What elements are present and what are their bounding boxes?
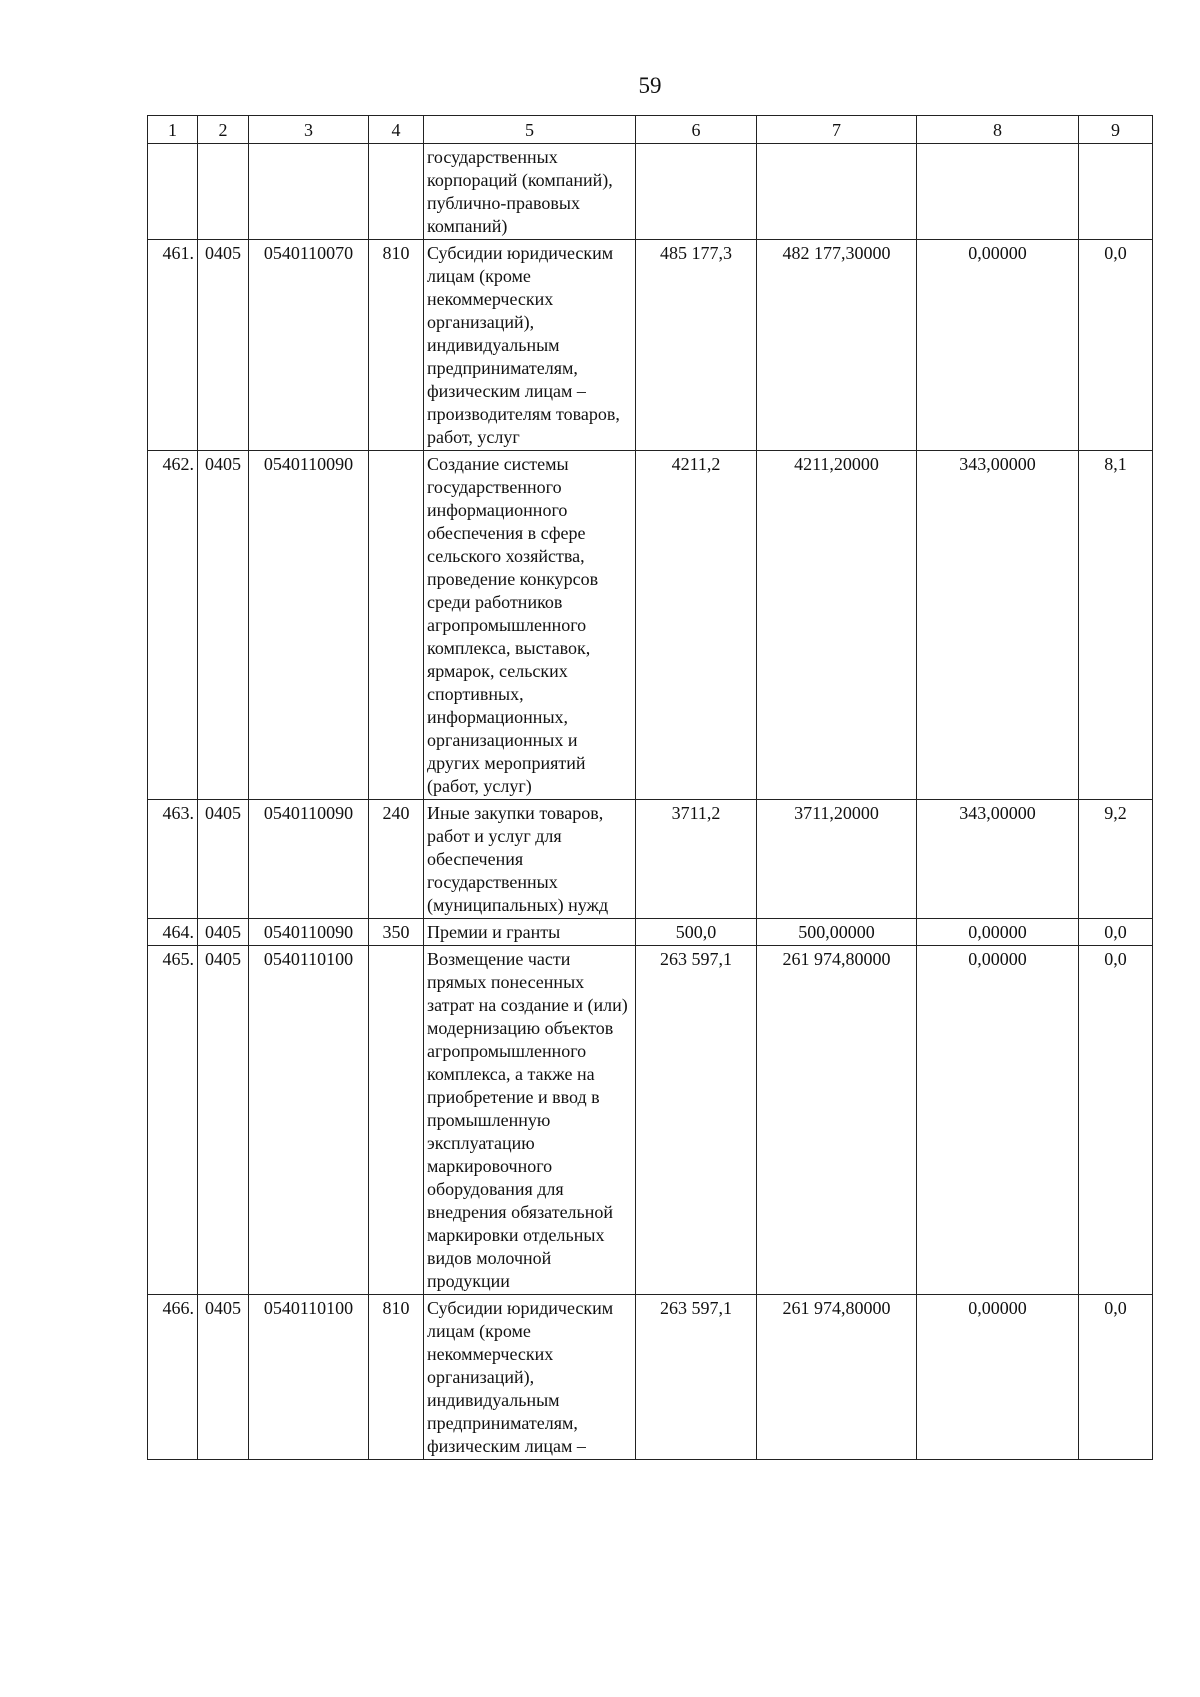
value-col9: 0,0 [1079,1295,1153,1460]
value-col8 [917,144,1079,240]
item-name: государственных корпораций (компаний), публично-правовых компаний) [424,144,636,240]
expense-type-code: 240 [369,800,424,919]
value-col9: 0,0 [1079,919,1153,946]
section-code: 0405 [198,1295,249,1460]
column-header-1: 1 [148,116,198,144]
value-col7: 261 974,80000 [757,946,917,1295]
value-col8: 0,00000 [917,946,1079,1295]
value-col8: 343,00000 [917,451,1079,800]
budget-table [147,115,1153,1460]
item-name: Премии и гранты [424,919,636,946]
target-code: 0540110100 [249,1295,369,1460]
value-col6: 263 597,1 [636,946,757,1295]
row-number: 463. [148,800,198,919]
item-name: Субсидии юридическим лицам (кроме некоммерческих организаций), индивидуальным предпринимателям, физическим лицам – производителям товаров, работ, услуг [424,240,636,451]
target-code: 0540110090 [249,800,369,919]
item-name: Возмещение части прямых понесенных затрат на создание и (или) модернизацию объектов агропромышленного комплекса, а также на приобретение и ввод в промышленную эксплуатацию маркировочного оборудования для внедрения обязательной маркировки отдельных видов молочной продукции [424,946,636,1295]
row-number: 461. [148,240,198,451]
table-row [148,1295,1153,1460]
value-col7: 500,00000 [757,919,917,946]
expense-type-code [369,144,424,240]
value-col6: 3711,2 [636,800,757,919]
column-header-5: 5 [424,116,636,144]
column-header-6: 6 [636,116,757,144]
target-code [249,144,369,240]
value-col9: 9,2 [1079,800,1153,919]
item-name: Иные закупки товаров, работ и услуг для обеспечения государственных (муниципальных) нужд [424,800,636,919]
value-col8: 0,00000 [917,919,1079,946]
expense-type-code [369,946,424,1295]
table-row [148,451,1153,800]
section-code: 0405 [198,451,249,800]
section-code [198,144,249,240]
value-col8: 343,00000 [917,800,1079,919]
value-col7: 261 974,80000 [757,1295,917,1460]
row-number: 465. [148,946,198,1295]
target-code: 0540110090 [249,919,369,946]
header-row [148,116,1153,144]
value-col8: 0,00000 [917,1295,1079,1460]
value-col6: 263 597,1 [636,1295,757,1460]
table-row [148,800,1153,919]
column-header-8: 8 [917,116,1079,144]
expense-type-code: 810 [369,240,424,451]
value-col6: 485 177,3 [636,240,757,451]
expense-type-code: 810 [369,1295,424,1460]
section-code: 0405 [198,800,249,919]
value-col6: 4211,2 [636,451,757,800]
column-header-9: 9 [1079,116,1153,144]
section-code: 0405 [198,919,249,946]
column-header-4: 4 [369,116,424,144]
target-code: 0540110070 [249,240,369,451]
section-code: 0405 [198,946,249,1295]
row-number: 466. [148,1295,198,1460]
target-code: 0540110100 [249,946,369,1295]
value-col7 [757,144,917,240]
value-col9 [1079,144,1153,240]
value-col7: 482 177,30000 [757,240,917,451]
table-row [148,144,1153,240]
expense-type-code: 350 [369,919,424,946]
value-col6 [636,144,757,240]
table-row [148,946,1153,1295]
column-header-2: 2 [198,116,249,144]
value-col9: 0,0 [1079,946,1153,1295]
table-row [148,919,1153,946]
column-header-7: 7 [757,116,917,144]
row-number: 464. [148,919,198,946]
column-header-3: 3 [249,116,369,144]
page-number: 59 [638,73,662,98]
value-col8: 0,00000 [917,240,1079,451]
value-col9: 0,0 [1079,240,1153,451]
item-name: Субсидии юридическим лицам (кроме некоммерческих организаций), индивидуальным предпринимателям, физическим лицам – [424,1295,636,1460]
value-col7: 3711,20000 [757,800,917,919]
target-code: 0540110090 [249,451,369,800]
row-number: 462. [148,451,198,800]
row-number [148,144,198,240]
value-col9: 8,1 [1079,451,1153,800]
expense-type-code [369,451,424,800]
value-col7: 4211,20000 [757,451,917,800]
value-col6: 500,0 [636,919,757,946]
item-name: Создание системы государственного информационного обеспечения в сфере сельского хозяйства, проведение конкурсов среди работников агропромышленного комплекса, выставок, ярмарок, сельских спортивных, информационных, организационных и других мероприятий (работ, услуг) [424,451,636,800]
section-code: 0405 [198,240,249,451]
table-row [148,240,1153,451]
